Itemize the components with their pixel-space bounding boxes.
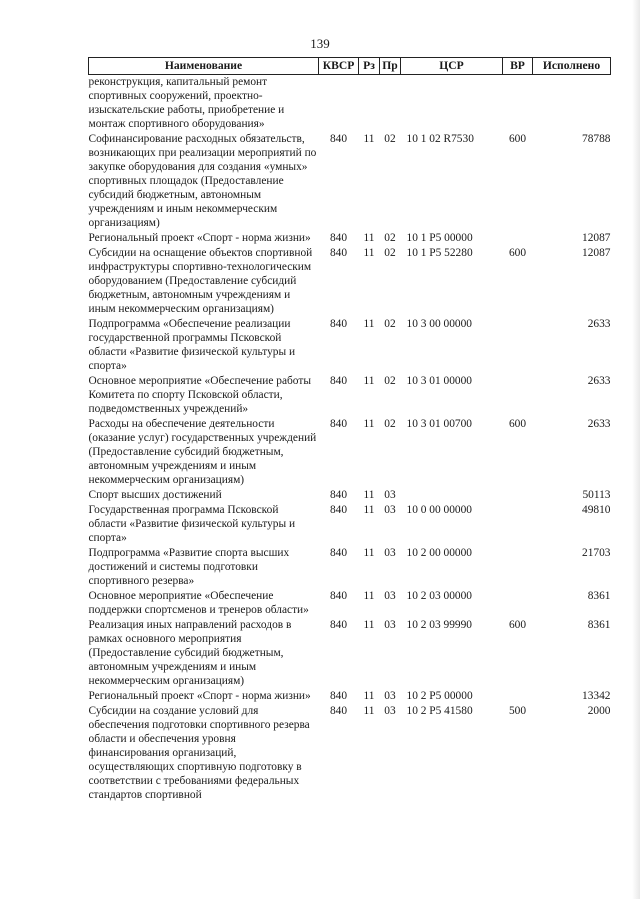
cell-isp: 8361 [587,619,611,631]
table-body [89,75,611,804]
cell-pr: 03 [384,504,396,516]
cell-vr [503,546,533,589]
cell-isp: 12087 [582,247,611,259]
table-row [89,503,611,546]
cell-name: Региональный проект «Спорт - норма жизни» [88,232,311,244]
cell-name: Софинансирование расходных обязательств, возникающих при реализации мероприятий по закупке оборудования для создания «умных» спортивных площадок (Предоставление субсидий бюджетным, автономным учреждениям и иным некоммерческим организациям) [88,133,317,229]
table-row [89,618,611,689]
cell-pr: 03 [384,690,396,702]
cell-csr: 10 3 01 00700 [406,418,472,430]
cell-vr [503,75,533,133]
cell-name: Основное мероприятие «Обеспечение работы Комитета по спорту Псковской области, подведомственных учреждений» [88,375,311,415]
cell-isp: 50113 [582,489,611,501]
cell-csr: 10 2 03 99990 [406,619,472,631]
header-pr: Пр [380,58,401,75]
cell-pr: 02 [384,375,396,387]
table-row [89,488,611,503]
cell-isp: 12087 [582,232,611,244]
table-row [89,75,611,133]
cell-csr: 10 1 P5 52280 [406,247,473,259]
cell-csr: 10 3 01 00000 [406,375,472,387]
cell-name: Расходы на обеспечение деятельности (оказание услуг) государственных учреждений (Предоставление субсидий бюджетным, автономным учреждениям и иным некоммерческим организациям) [88,418,317,486]
header-kvsr: КВСР [319,58,359,75]
cell-pr: 03 [384,619,396,631]
cell-rz: 11 [363,418,375,430]
cell-rz: 11 [363,247,375,259]
cell-name: Подпрограмма «Обеспечение реализации государственной программы Псковской области «Развитие физической культуры и спорта» [88,318,296,372]
cell-vr: 600 [508,133,527,145]
table-row [89,689,611,704]
cell-pr: 03 [384,590,396,602]
cell-kvsr: 840 [329,705,348,717]
cell-pr: 03 [384,547,396,559]
cell-name: Основное мероприятие «Обеспечение поддержки спортсменов и тренеров области» [88,590,309,616]
cell-isp: 78788 [582,133,611,145]
cell-csr: 10 2 03 00000 [406,590,472,602]
cell-isp [533,75,611,133]
budget-table [88,57,611,803]
cell-pr: 02 [384,247,396,259]
cell-kvsr: 840 [329,489,348,501]
header-isp: Исполнено [533,58,611,75]
cell-isp: 2633 [587,418,611,430]
cell-pr: 02 [384,318,396,330]
cell-csr: 10 2 P5 41580 [406,705,473,717]
cell-isp: 2633 [587,318,611,330]
table-row [89,374,611,417]
cell-kvsr: 840 [329,418,348,430]
cell-pr [380,75,401,133]
cell-vr [503,689,533,704]
cell-kvsr: 840 [329,247,348,259]
cell-rz [359,75,380,133]
cell-rz: 11 [363,590,375,602]
cell-name: реконструкция, капитальный ремонт спортивных сооружений, проектно-изыскательские работы, приобретение и монтаж спортивного оборудования» [88,76,285,130]
cell-isp: 2000 [587,705,611,717]
cell-kvsr: 840 [329,232,348,244]
cell-kvsr: 840 [329,133,348,145]
cell-vr [503,589,533,618]
cell-kvsr: 840 [329,547,348,559]
cell-kvsr [319,75,359,133]
header-csr: ЦСР [401,58,503,75]
cell-kvsr: 840 [329,590,348,602]
cell-kvsr: 840 [329,504,348,516]
cell-name: Спорт высших достижений [88,489,222,501]
cell-pr: 02 [384,418,396,430]
table-header [89,58,611,75]
table-row [89,704,611,803]
cell-rz: 11 [363,232,375,244]
cell-rz: 11 [363,547,375,559]
cell-rz: 11 [363,504,375,516]
table-row [89,231,611,246]
cell-vr: 600 [508,418,527,430]
cell-vr: 600 [508,247,527,259]
cell-name: Субсидии на оснащение объектов спортивной инфраструктуры спортивно-технологическим оборудованием (Предоставление субсидий бюджетным, автономным учреждениям и иным некоммерческим организациям) [88,247,313,315]
cell-csr [401,75,503,133]
cell-vr [503,317,533,374]
page-edge-shadow [632,0,640,899]
cell-rz: 11 [363,690,375,702]
table-row [89,246,611,317]
cell-kvsr: 840 [329,690,348,702]
cell-rz: 11 [363,375,375,387]
cell-csr: 10 0 00 00000 [406,504,472,516]
cell-csr: 10 3 00 00000 [406,318,472,330]
cell-name: Подпрограмма «Развитие спорта высших достижений и системы подготовки спортивного резерва» [88,547,290,587]
cell-isp: 2633 [587,375,611,387]
cell-isp: 13342 [582,690,611,702]
cell-pr: 03 [384,489,396,501]
cell-isp: 8361 [587,590,611,602]
cell-csr [401,488,503,503]
cell-vr [503,374,533,417]
header-name: Наименование [89,58,319,75]
cell-name: Субсидии на создание условий для обеспечения подготовки спортивного резерва области и обеспечения уровня финансирования организаций, осуществляющих спортивную подготовку в соответствии с требованиями федеральных стандартов спортивной [88,705,310,801]
cell-vr [503,488,533,503]
cell-csr: 10 1 P5 00000 [406,232,473,244]
table-row [89,546,611,589]
cell-rz: 11 [363,133,375,145]
table-row [89,317,611,374]
budget-table-container [88,57,610,803]
cell-vr [503,231,533,246]
cell-kvsr: 840 [329,619,348,631]
cell-rz: 11 [363,318,375,330]
table-row [89,417,611,488]
cell-vr [503,503,533,546]
cell-kvsr: 840 [329,318,348,330]
header-row [89,58,611,75]
table-row [89,589,611,618]
cell-pr: 02 [384,133,396,145]
header-rz: Рз [359,58,380,75]
cell-rz: 11 [363,619,375,631]
cell-kvsr: 840 [329,375,348,387]
cell-isp: 49810 [582,504,611,516]
table-row [89,132,611,231]
cell-csr: 10 2 P5 00000 [406,690,473,702]
cell-isp: 21703 [582,547,611,559]
cell-name: Региональный проект «Спорт - норма жизни» [88,690,311,702]
cell-vr: 500 [508,705,527,717]
header-vr: ВР [503,58,533,75]
cell-pr: 02 [384,232,396,244]
cell-csr: 10 2 00 00000 [406,547,472,559]
cell-rz: 11 [363,489,375,501]
cell-vr: 600 [508,619,527,631]
cell-csr: 10 1 02 R7530 [406,133,474,145]
cell-name: Государственная программа Псковской области «Развитие физической культуры и спорта» [88,504,296,544]
cell-name: Реализация иных направлений расходов в рамках основного мероприятия (Предоставление субсидий бюджетным, автономным учреждениям и иным некоммерческим организациям) [88,619,292,687]
page-number: 139 [310,36,330,51]
cell-rz: 11 [363,705,375,717]
cell-pr: 03 [384,705,396,717]
